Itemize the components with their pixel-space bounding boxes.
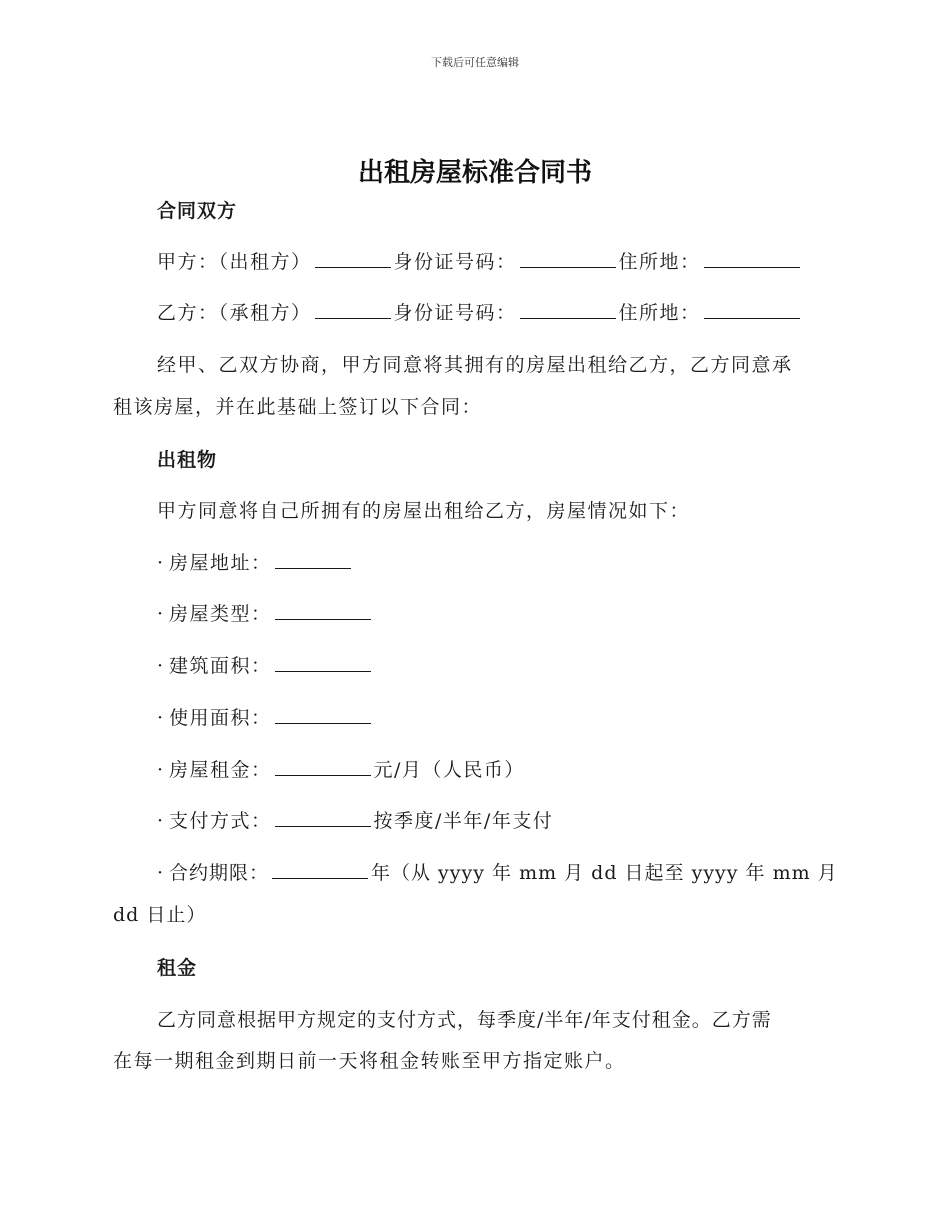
item-label: 支付方式：	[169, 810, 272, 832]
party-b-id-blank	[520, 300, 616, 319]
term-continuation: dd 日止）	[113, 904, 207, 926]
bullet: ·	[157, 759, 165, 781]
party-a-id-label: 身份证号码：	[393, 251, 517, 273]
item-blank	[275, 550, 351, 569]
list-item-usable-area	[157, 705, 374, 731]
item-suffix: 按季度/半年/年支付	[373, 810, 554, 832]
item-label: 房屋租金：	[169, 759, 272, 781]
section-heading-parties: 合同双方	[157, 200, 238, 222]
item-suffix: 年（从 yyyy 年 mm 月 dd 日起至 yyyy 年 mm 月	[371, 862, 838, 884]
party-b-line	[157, 300, 803, 326]
bullet: ·	[157, 552, 165, 574]
list-item-term	[157, 860, 838, 886]
section-heading-rent: 租金	[157, 957, 198, 979]
party-b-name-blank	[315, 300, 391, 319]
item-label: 建筑面积：	[169, 655, 272, 677]
bullet: ·	[157, 655, 165, 677]
item-label: 使用面积：	[169, 707, 272, 729]
party-a-label: 甲方：（出租方）	[157, 251, 312, 273]
bullet: ·	[157, 862, 165, 884]
item-blank	[275, 705, 371, 724]
party-a-addr-blank	[704, 249, 800, 268]
item-blank	[275, 757, 371, 776]
bullet: ·	[157, 603, 165, 625]
section-heading-property: 出租物	[157, 449, 218, 471]
party-b-addr-label: 住所地：	[618, 302, 701, 324]
rent-paragraph-line1: 乙方同意根据甲方规定的支付方式，每季度/半年/年支付租金。乙方需	[157, 1009, 772, 1031]
intro-paragraph-line2: 租该房屋，并在此基础上签订以下合同：	[113, 396, 483, 418]
bullet: ·	[157, 810, 165, 832]
intro-paragraph-line1: 经甲、乙双方协商，甲方同意将其拥有的房屋出租给乙方，乙方同意承	[157, 354, 793, 376]
list-item-address	[157, 550, 354, 576]
item-label: 房屋类型：	[169, 603, 272, 625]
page-header: 下载后可任意编辑	[431, 56, 519, 69]
item-blank	[272, 860, 368, 879]
item-blank	[275, 808, 371, 827]
party-a-id-blank	[520, 249, 616, 268]
item-blank	[275, 653, 371, 672]
party-b-label: 乙方：（承租方）	[157, 302, 312, 324]
bullet: ·	[157, 707, 165, 729]
list-item-payment-method	[157, 808, 553, 834]
party-a-line	[157, 249, 803, 275]
item-suffix: 元/月（人民币）	[373, 759, 525, 781]
party-a-name-blank	[315, 249, 391, 268]
document-title: 出租房屋标准合同书	[357, 158, 592, 188]
property-intro: 甲方同意将自己所拥有的房屋出租给乙方，房屋情况如下：	[157, 500, 691, 522]
party-a-addr-label: 住所地：	[618, 251, 701, 273]
party-b-addr-blank	[704, 300, 800, 319]
list-item-type	[157, 601, 374, 627]
item-label: 房屋地址：	[169, 552, 272, 574]
rent-paragraph-line2: 在每一期租金到期日前一天将租金转账至甲方指定账户。	[113, 1050, 626, 1072]
item-blank	[275, 601, 371, 620]
item-label: 合约期限：	[169, 862, 270, 884]
list-item-rent	[157, 757, 525, 783]
list-item-building-area	[157, 653, 374, 679]
party-b-id-label: 身份证号码：	[393, 302, 517, 324]
